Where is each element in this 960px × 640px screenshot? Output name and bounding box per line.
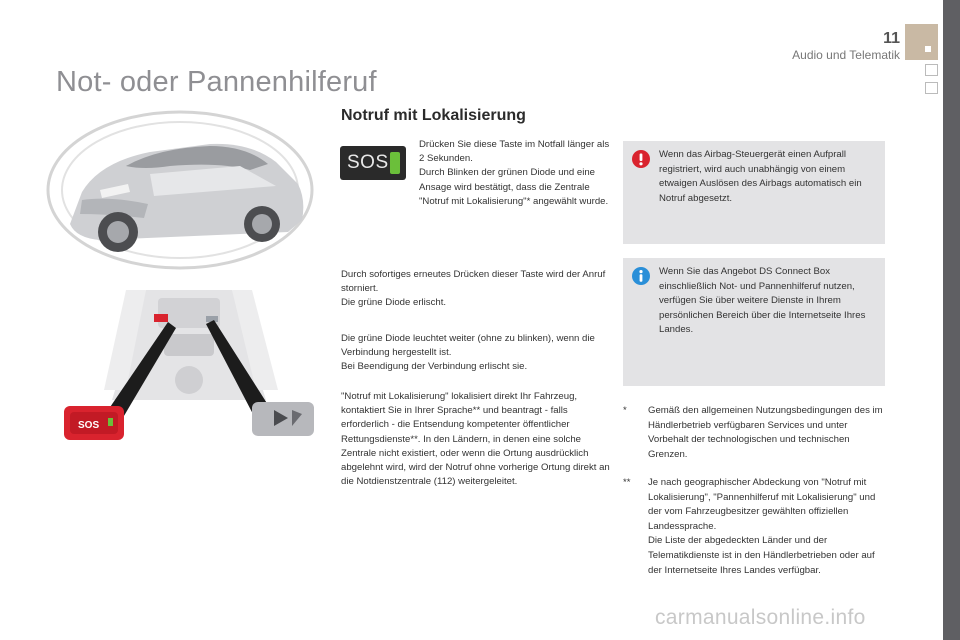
chapter-box-2 xyxy=(925,82,938,94)
console-illustration xyxy=(56,290,322,450)
chapter-box-1 xyxy=(925,64,938,76)
sos-instructions xyxy=(419,138,615,209)
car-illustration xyxy=(40,104,320,274)
footnote-line: Je nach geographischer Abdeckung von "Notruf mit Lokalisierung", "Pannenhilferuf mit Lokalisierung" und der vom Fahrzeugbesitzer gewählten offiziellen Landessprache. xyxy=(648,477,876,532)
chapter-tab xyxy=(905,24,938,60)
footnote-mark: ** xyxy=(623,477,631,488)
info-text: Wenn Sie das Angebot DS Connect Box einschließlich Not- und Pannenhilferuf nutzen, verfügen Sie über weitere Dienste in Ihrem persönlichen Bereich über die Internetseite Ihres Landes. xyxy=(659,266,866,336)
green-diode-indicator xyxy=(390,152,400,174)
warning-icon xyxy=(632,150,650,168)
diode-instructions xyxy=(341,332,611,375)
paragraph: Durch sofortiges erneutes Drücken dieser Taste wird der Anruf storniert. xyxy=(341,269,606,295)
footnote-2 xyxy=(623,476,888,578)
paragraph: "Notruf mit Lokalisierung" lokalisiert direkt Ihr Fahrzeug, kontaktiert Sie in Ihrer Sprache** und beantragt - falls erforderlich - die Entsendung kompetenter öffentlicher Rettungsdienste**. In den Ländern, in denen eine solche Zentrale nicht existiert, oder wenn die Ortung ausdrücklich abgelehnt wird, wird der Notruf ohne vorherige Ortung direkt an die Notdienstzentrale (112) weitergeleitet. xyxy=(341,391,610,488)
footnote-line: Gemäß den allgemeinen Nutzungsbedingungen des im Händlerbetrieb verfügbaren Services und unter Vorbehalt der technologischen und technischen Grenzen. xyxy=(648,405,883,460)
footnote-line: Die Liste der abgedeckten Länder und der Telematikdienste ist in den Händlerbetrieben oder auf der Internetseite Ihres Landes verfügbar. xyxy=(648,535,875,576)
cancel-instructions xyxy=(341,268,611,311)
info-box xyxy=(623,258,885,386)
sos-button-label: SOS xyxy=(347,152,389,173)
paragraph: Die grüne Diode erlischt. xyxy=(341,297,447,309)
page-title: Not- oder Pannenhilferuf xyxy=(56,66,377,98)
info-icon xyxy=(632,267,650,285)
paragraph: Drücken Sie diese Taste im Notfall länger als 2 Sekunden. xyxy=(419,139,610,165)
footnote-1 xyxy=(623,404,888,462)
warning-box xyxy=(623,141,885,244)
watermark: carmanualsonline.info xyxy=(655,606,866,629)
footnote-mark: * xyxy=(623,405,627,416)
paragraph: Durch Blinken der grünen Diode und eine Ansage wird bestätigt, dass die Zentrale "Notruf mit Lokalisierung"* angewählt wurde. xyxy=(419,167,609,207)
section-subtitle: Notruf mit Lokalisierung xyxy=(341,107,526,124)
sos-button[interactable] xyxy=(340,146,406,180)
page-edge-strip xyxy=(943,0,960,640)
section-title: Audio und Telematik xyxy=(792,48,900,62)
console-sos-label: SOS xyxy=(78,420,100,431)
paragraph: Die grüne Diode leuchtet weiter (ohne zu blinken), wenn die Verbindung hergestellt ist. xyxy=(341,333,595,359)
paragraph: Bei Beendigung der Verbindung erlischt sie. xyxy=(341,361,528,373)
localisation-description xyxy=(341,390,611,489)
warning-text: Wenn das Airbag-Steuergerät einen Aufprall registriert, wird auch unabhängig von einem etwaigen Auslösen des Airbags automatisch ein Notruf abgesetzt. xyxy=(659,149,862,204)
chapter-tab-marker xyxy=(925,46,931,52)
page-number: 11 xyxy=(883,30,900,47)
